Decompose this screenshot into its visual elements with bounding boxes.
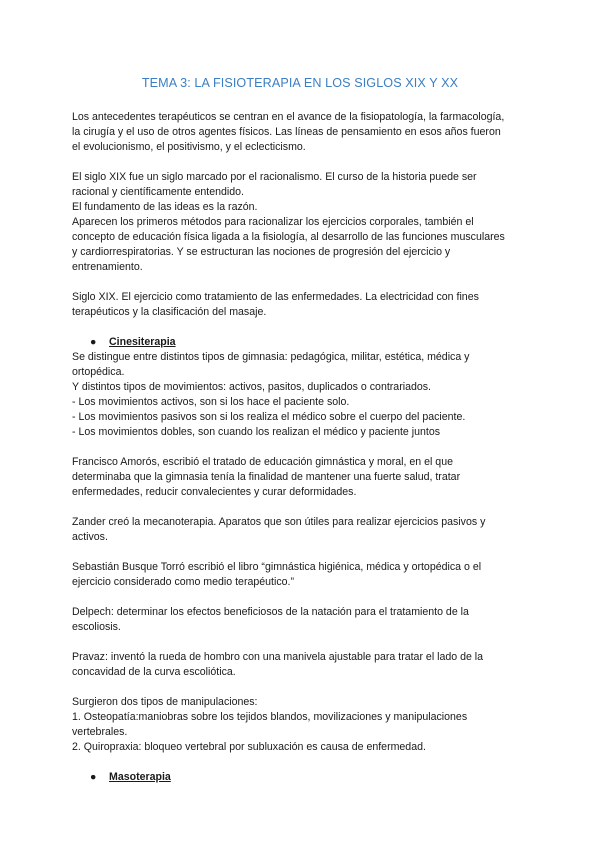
paragraph-siglo-xix xyxy=(72,170,542,275)
paragraph-amoros xyxy=(72,455,542,500)
section-label: Masoterapia xyxy=(109,771,171,783)
text-line: Siglo XIX. El ejercicio como tratamiento de las enfermedades. La electricidad con fines xyxy=(72,291,479,303)
text-line: Zander creó la mecanoterapia. Aparatos que son útiles para realizar ejercicios pasivos y xyxy=(72,516,486,528)
text-line: el evolucionismo, el positivismo, y el eclecticismo. xyxy=(72,141,306,153)
text-line: Y distintos tipos de movimientos: activos, pasitos, duplicados o contrariados. xyxy=(72,381,431,393)
paragraph-gimnasia xyxy=(72,350,542,440)
paragraph-manipulaciones xyxy=(72,695,542,755)
text-line: la cirugía y el uso de otros agentes físicos. Las líneas de pensamiento en esos años fueron xyxy=(72,126,501,138)
text-line: vertebrales. xyxy=(72,726,128,738)
text-line: Delpech: determinar los efectos beneficiosos de la natación para el tratamiento de la xyxy=(72,606,469,618)
paragraph-delpech xyxy=(72,605,542,635)
text-line: 1. Osteopatía:maniobras sobre los tejidos blandos, movilizaciones y manipulaciones xyxy=(72,711,468,723)
paragraph-busque xyxy=(72,560,542,590)
section-label: Cinesiterapia xyxy=(109,336,176,348)
text-line: Los antecedentes terapéuticos se centran en el avance de la fisiopatología, la farmacología, xyxy=(72,111,505,123)
paragraph-pravaz xyxy=(72,650,542,680)
bullet-icon: ● xyxy=(90,771,97,783)
text-line: Pravaz: inventó la rueda de hombro con una manivela ajustable para tratar el lado de la xyxy=(72,651,484,663)
text-line: determinaba que la gimnasia tenía la finalidad de mantener una fuerte salud, tratar xyxy=(72,471,461,483)
text-line: entrenamiento. xyxy=(72,261,143,273)
text-line: concepto de educación física ligada a la fisiología, al desarrollo de las funciones musculares xyxy=(72,231,505,243)
text-line: Sebastián Busque Torró escribió el libro “gimnástica higiénica, médica y ortopédica o el xyxy=(72,561,482,573)
text-line: Francisco Amorós, escribió el tratado de educación gimnástica y moral, en el que xyxy=(72,456,453,468)
text-line: - Los movimientos activos, son si los hace el paciente solo. xyxy=(72,396,350,408)
text-line: El siglo XIX fue un siglo marcado por el racionalismo. El curso de la historia puede ser xyxy=(72,171,477,183)
text-line: terapéuticos y la clasificación del masaje. xyxy=(72,306,267,318)
text-line: escoliosis. xyxy=(72,621,121,633)
text-line: ortopédica. xyxy=(72,366,125,378)
text-line: Aparecen los primeros métodos para racionalizar los ejercicios corporales, también el xyxy=(72,216,474,228)
paragraph-zander xyxy=(72,515,542,545)
text-line: racional y científicamente entendido. xyxy=(72,186,244,198)
text-line: Surgieron dos tipos de manipulaciones: xyxy=(72,696,258,708)
text-line: - Los movimientos dobles, son cuando los realizan el médico y paciente juntos xyxy=(72,426,441,438)
paragraph-intro xyxy=(72,110,542,155)
text-line: y cardiorrespiratorias. Y se estructuran las nociones de progresión del ejercicio y xyxy=(72,246,451,258)
text-line: El fundamento de las ideas es la razón. xyxy=(72,201,258,213)
text-line: 2. Quiropraxia: bloqueo vertebral por subluxación es causa de enfermedad. xyxy=(72,741,426,753)
section-heading-cinesiterapia xyxy=(72,335,542,350)
section-heading-masoterapia xyxy=(72,770,542,785)
text-line: - Los movimientos pasivos son si los realiza el médico sobre el cuerpo del paciente. xyxy=(72,411,466,423)
text-line: enfermedades, reducir convalecientes y curar deformidades. xyxy=(72,486,357,498)
text-line: activos. xyxy=(72,531,108,543)
text-line: ejercicio considerado como medio terapéutico.” xyxy=(72,576,294,588)
paragraph-ejercicio xyxy=(72,290,542,320)
page-title: TEMA 3: LA FISIOTERAPIA EN LOS SIGLOS XIX Y XX xyxy=(141,76,459,90)
text-line: concavidad de la curva escoliótica. xyxy=(72,666,236,678)
text-line: Se distingue entre distintos tipos de gimnasia: pedagógica, militar, estética, médica y xyxy=(72,351,470,363)
bullet-icon: ● xyxy=(90,336,97,348)
document-body xyxy=(72,110,542,785)
